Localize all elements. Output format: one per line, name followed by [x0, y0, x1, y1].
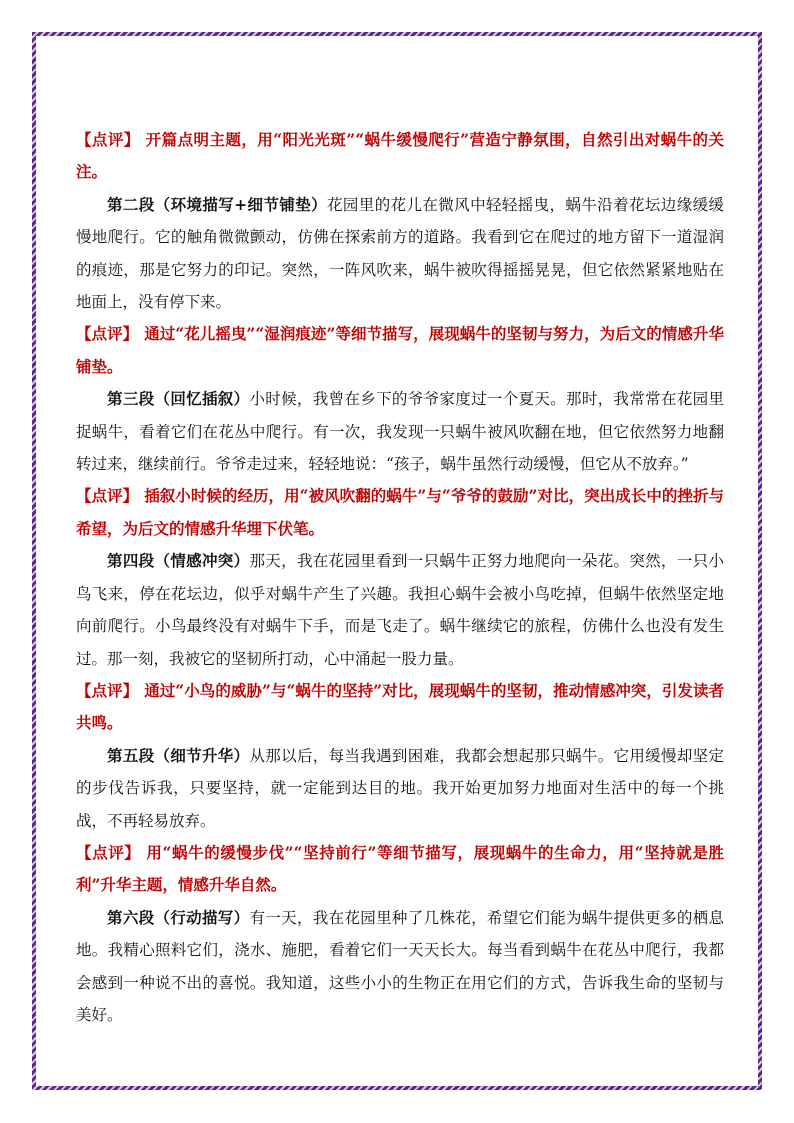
paragraph-5 — [76, 740, 724, 837]
comment-tag: 【点评】 — [76, 324, 139, 344]
comment-1 — [76, 124, 724, 189]
comment-5 — [76, 837, 724, 902]
comment-2 — [76, 318, 724, 383]
comment-tag: 【点评】 — [76, 486, 139, 506]
comment-tag: 【点评】 — [76, 680, 139, 700]
paragraph-heading: 第六段（行动描写） — [107, 907, 250, 927]
comment-text: 开篇点明主题，用“阳光光斑”“蜗牛缓慢爬行”营造宁静氛围，自然引出对蜗牛的关注。 — [76, 130, 724, 182]
paragraph-text: 花园里的花儿在微风中轻轻摇曳，蜗牛沿着花坛边缘缓缓慢地爬行。它的触角微微颤动，仿佛在探索前方的道路。我看到它在爬过的地方留下一道湿润的痕迹，那是它努力的印记。突然，一阵风吹来，蜗牛被吹得摇摇晃晃，但它依然紧紧地贴在地面上，没有停下来。 — [76, 195, 724, 312]
paragraph-heading: 第三段（回忆插叙） — [107, 389, 250, 409]
comment-text: 通过“小鸟的威胁”与“蜗牛的坚持”对比，展现蜗牛的坚韧，推动情感冲突，引发读者共鸣。 — [76, 680, 724, 733]
paragraph-2 — [76, 189, 724, 319]
paragraph-text: 小时候，我曾在乡下的爷爷家度过一个夏天。那时，我常常在花园里捉蜗牛，看着它们在花丛中爬行。有一次，我发现一只蜗牛被风吹翻在地，但它依然努力地翻转过来，继续前行。爷爷走过来，轻轻地说：“孩子，蜗牛虽然行动缓慢，但它从不放弃。” — [76, 390, 724, 474]
paragraph-heading: 第五段（细节升华） — [107, 745, 250, 765]
paragraph-6 — [76, 902, 724, 1032]
comment-3 — [76, 480, 724, 545]
comment-tag: 【点评】 — [76, 130, 140, 149]
essay-content — [76, 124, 724, 1031]
paragraph-text: 有一天，我在花园里种了几株花，希望它们能为蜗牛提供更多的栖息地。我精心照料它们，浇水、施肥，看着它们一天天长大。每当看到蜗牛在花丛中爬行，我都会感到一种说不出的喜悦。我知道，这些小小的生物正在用它们的方式，告诉我生命的坚韧与美好。 — [76, 908, 724, 1024]
comment-text: 通过“花儿摇曳”“湿润痕迹”等细节描写，展现蜗牛的坚韧与努力，为后文的情感升华铺垫。 — [76, 324, 724, 376]
paragraph-4 — [76, 545, 724, 675]
paragraph-text: 从那以后，每当我遇到困难，我都会想起那只蜗牛。它用缓慢却坚定的步伐告诉我，只要坚持，就一定能到达目的地。我开始更加努力地面对生活中的每一个挑战，不再轻易放弃。 — [76, 746, 724, 830]
paragraph-heading: 第二段（环境描写+细节铺垫） — [107, 194, 328, 214]
paragraph-text: 那天，我在花园里看到一只蜗牛正努力地爬向一朵花。突然，一只小鸟飞来，停在花坛边，似乎对蜗牛产生了兴趣。我担心蜗牛会被小鸟吃掉，但蜗牛依然坚定地向前爬行。小鸟最终没有对蜗牛下手，而是飞走了。蜗牛继续它的旅程，仿佛什么也没有发生过。那一刻，我被它的坚韧所打动，心中涌起一股力量。 — [76, 552, 724, 668]
comment-4 — [76, 675, 724, 740]
paragraph-3 — [76, 383, 724, 480]
comment-text: 插叙小时候的经历，用“被风吹翻的蜗牛”与“爷爷的鼓励”对比，突出成长中的挫折与希望，为后文的情感升华埋下伏笔。 — [76, 486, 724, 538]
comment-tag: 【点评】 — [76, 842, 141, 862]
comment-text: 用“蜗牛的缓慢步伐”“坚持前行”等细节描写，展现蜗牛的生命力，用“坚持就是胜利”升华主题，情感升华自然。 — [76, 842, 724, 895]
paragraph-heading: 第四段（情感冲突） — [107, 551, 250, 571]
